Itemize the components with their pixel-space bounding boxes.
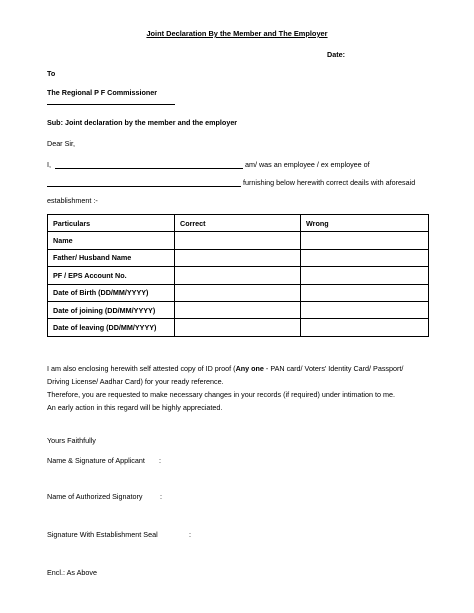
para-line-1	[47, 365, 403, 372]
wrong-cell	[301, 249, 429, 266]
para-line-3: Therefore, you are requested to make necessary changes in your records (if required) under intimation to me.	[47, 390, 395, 399]
table-row	[48, 284, 429, 301]
correct-cell	[175, 319, 301, 336]
table-row	[48, 249, 429, 266]
salutation: Dear Sir,	[47, 139, 75, 148]
correct-cell	[175, 284, 301, 301]
applicant-signature-label: Name & Signature of Applicant	[47, 456, 145, 465]
table-row	[48, 319, 429, 336]
para-l1-start: I am also enclosing herewith self attested copy of ID proof (	[47, 364, 236, 373]
correct-cell	[175, 249, 301, 266]
date-label: Date:	[327, 50, 345, 59]
table-row	[48, 232, 429, 249]
table-header-row	[48, 215, 429, 232]
address-line	[47, 104, 175, 105]
wrong-cell	[301, 301, 429, 318]
para-line-2: Driving License/ Aadhar Card) for your ready reference.	[47, 377, 224, 386]
wrong-cell	[301, 284, 429, 301]
enclosure: Encl.: As Above	[47, 568, 97, 577]
para-l1-emphasis: Any one	[235, 364, 264, 373]
applicant-colon: :	[159, 456, 161, 465]
wrong-cell	[301, 267, 429, 284]
row-label: Date of Birth (DD/MM/YYYY)	[48, 284, 175, 301]
closing: Yours Faithfully	[47, 436, 96, 445]
authorized-signatory-label: Name of Authorized Signatory	[47, 492, 143, 501]
row-label: Father/ Husband Name	[48, 249, 175, 266]
para-l1-end: - PAN card/ Voters' Identity Card/ Passport/	[263, 364, 404, 373]
row-label: Date of leaving (DD/MM/YYYY)	[48, 319, 175, 336]
table-row	[48, 301, 429, 318]
header-wrong: Wrong	[301, 215, 429, 232]
seal-colon: :	[189, 530, 191, 539]
document-title: Joint Declaration By the Member and The Employer	[146, 29, 328, 38]
employer-name-blank	[47, 186, 241, 187]
header-particulars: Particulars	[48, 215, 175, 232]
authorized-colon: :	[160, 492, 162, 501]
row-label: PF / EPS Account No.	[48, 267, 175, 284]
employee-name-blank	[55, 168, 243, 169]
wrong-cell	[301, 319, 429, 336]
line1-prefix: I,	[47, 160, 51, 169]
header-correct: Correct	[175, 215, 301, 232]
to-label: To	[47, 69, 56, 78]
correct-cell	[175, 232, 301, 249]
subject-line: Sub: Joint declaration by the member and the employer	[47, 118, 238, 127]
addressee: The Regional P F Commissioner	[47, 88, 158, 97]
row-label: Date of joining (DD/MM/YYYY)	[48, 301, 175, 318]
line3: establishment :-	[47, 196, 98, 205]
line2-suffix: furnishing below herewith correct deails with aforesaid	[243, 178, 416, 187]
correction-table	[47, 214, 429, 337]
table-row	[48, 267, 429, 284]
correct-cell	[175, 301, 301, 318]
wrong-cell	[301, 232, 429, 249]
correct-cell	[175, 267, 301, 284]
para-line-4: An early action in this regard will be highly appreciated.	[47, 403, 223, 412]
seal-signature-label: Signature With Establishment Seal	[47, 530, 158, 539]
line1-suffix: am/ was an employee / ex employee of	[245, 160, 370, 169]
row-label: Name	[48, 232, 175, 249]
